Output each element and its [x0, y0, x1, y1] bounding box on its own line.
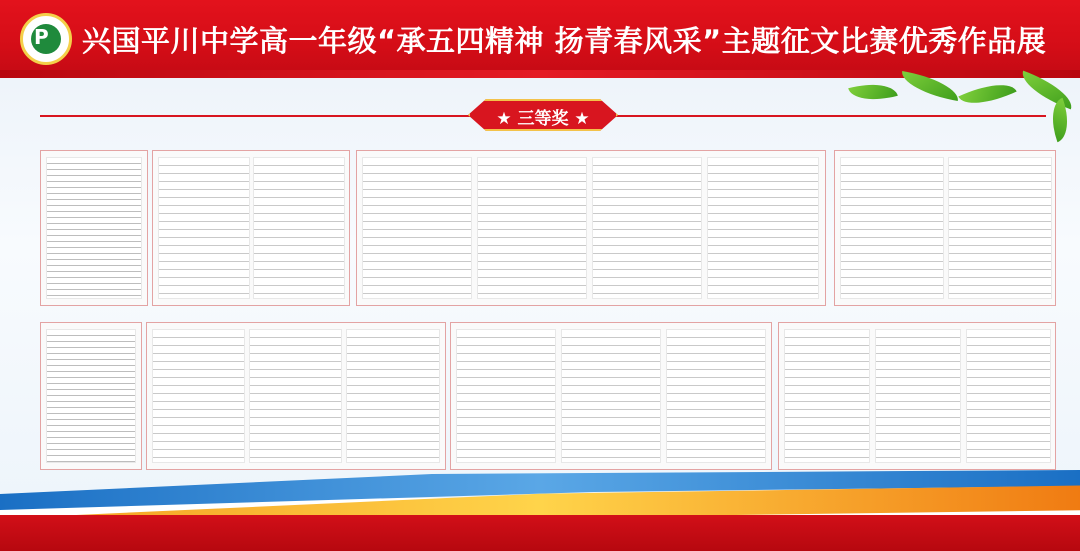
ribbon-line-right	[616, 115, 1046, 117]
essay-page	[592, 157, 702, 299]
essay-board	[146, 322, 446, 470]
essay-board	[450, 322, 772, 470]
essay-page	[346, 329, 440, 463]
essay-page	[46, 329, 136, 463]
essay-page	[456, 329, 556, 463]
essay-page	[253, 157, 345, 299]
essay-page	[707, 157, 819, 299]
award-label: ★ 三等奖 ★	[496, 109, 590, 129]
ribbon-line-left	[40, 115, 470, 117]
footer-band	[0, 515, 1080, 551]
essay-page	[249, 329, 342, 463]
essay-page	[666, 329, 766, 463]
essay-page	[477, 157, 587, 299]
page-title: 兴国平川中学高一年级“承五四精神 扬青春风采”主题征文比赛优秀作品展	[82, 24, 1047, 58]
essay-page	[948, 157, 1052, 299]
school-logo	[20, 13, 72, 65]
essay-page	[362, 157, 472, 299]
essay-page	[875, 329, 961, 463]
essay-page	[46, 157, 142, 299]
essay-board	[834, 150, 1056, 306]
essay-board	[40, 150, 148, 306]
title-banner	[0, 0, 1080, 78]
essay-board	[356, 150, 826, 306]
essay-page	[966, 329, 1051, 463]
essay-board	[152, 150, 350, 306]
essay-page	[784, 329, 870, 463]
essay-page	[840, 157, 944, 299]
essay-board	[778, 322, 1056, 470]
essay-page	[158, 157, 250, 299]
essay-board	[40, 322, 142, 470]
school-logo-letter: P	[34, 25, 49, 49]
essay-page	[561, 329, 661, 463]
essay-page	[152, 329, 245, 463]
